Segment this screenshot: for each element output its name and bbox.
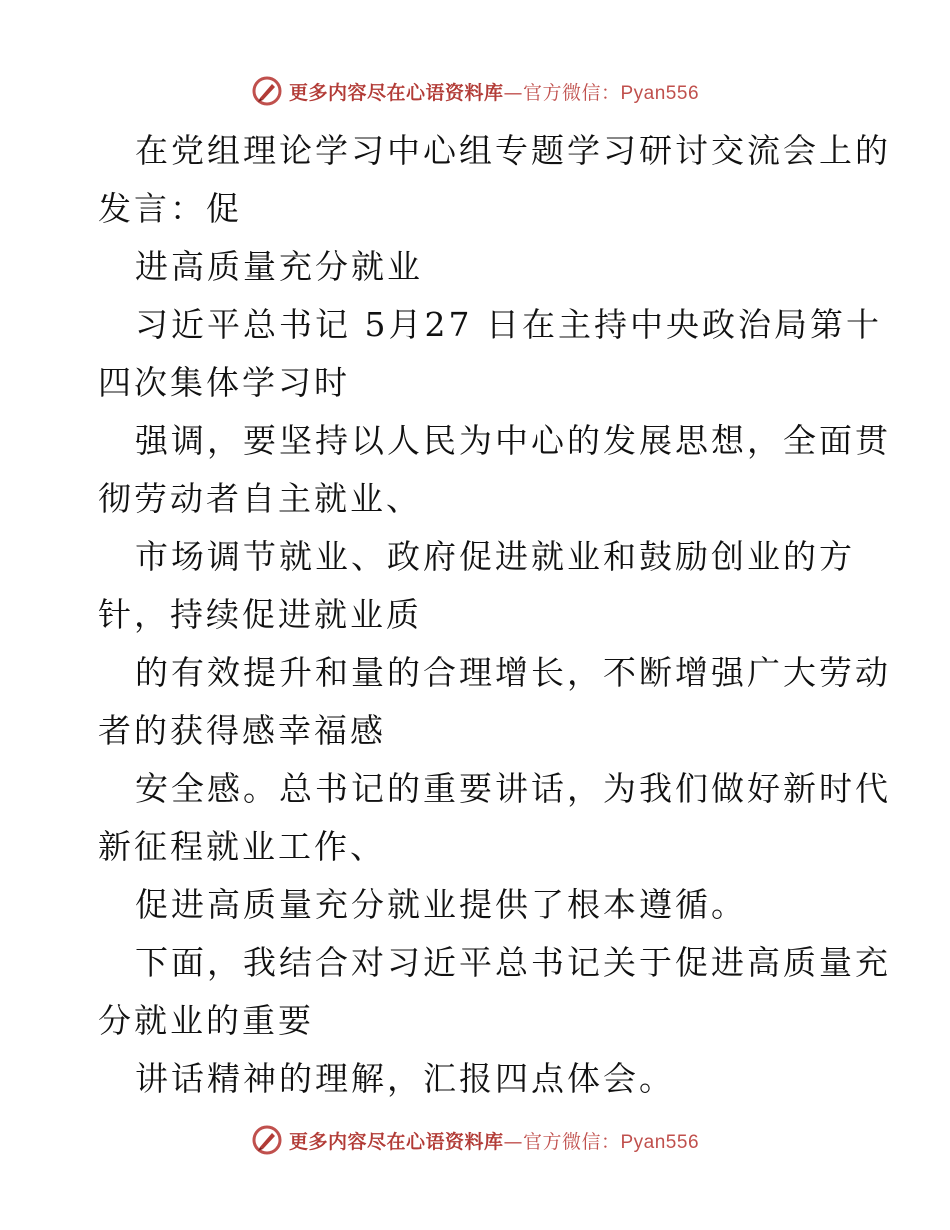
footer-banner-text [289, 1127, 699, 1154]
header-dash: — [503, 81, 523, 104]
footer-wechat-id: Pyan556 [620, 1131, 700, 1153]
text-line: 者的获得感幸福感 [98, 711, 386, 750]
header-wechat-label: 官方微信： [522, 81, 621, 104]
text-line: 新征程就业工作、 [98, 827, 386, 866]
footer-dash: — [503, 1130, 523, 1153]
text-line: 分就业的重要 [98, 1001, 314, 1040]
footer-site-text: 更多内容尽在心语资料库 [288, 1130, 504, 1153]
footer-wechat-label: 官方微信： [522, 1130, 621, 1153]
text-line: 的有效提升和量的合理增长，不断增强广大劳动 [135, 653, 891, 692]
text-line: 在党组理论学习中心组专题学习研讨交流会上的 [135, 131, 891, 170]
text-line: 讲话精神的理解，汇报四点体会。 [135, 1059, 675, 1098]
header-banner-text [289, 78, 699, 105]
text-line: 安全感。总书记的重要讲话，为我们做好新时代 [135, 769, 891, 808]
text-line: 四次集体学习时 [98, 363, 350, 402]
text-line: 习近平总书记 5月27 日在主持中央政治局第十 [135, 305, 882, 344]
text-line: 促进高质量充分就业提供了根本遵循。 [135, 885, 747, 924]
pen-logo-icon [251, 75, 283, 107]
text-line: 进高质量充分就业 [135, 247, 423, 286]
document-body [98, 122, 891, 1108]
text-line: 市场调节就业、政府促进就业和鼓励创业的方 [135, 537, 855, 576]
header-banner [0, 71, 950, 111]
footer-banner [0, 1120, 950, 1160]
header-wechat-id: Pyan556 [620, 82, 700, 104]
text-line: 强调，要坚持以人民为中心的发展思想，全面贯 [135, 421, 891, 460]
text-line: 针，持续促进就业质 [98, 595, 422, 634]
header-site-text: 更多内容尽在心语资料库 [288, 81, 504, 104]
text-line: 彻劳动者自主就业、 [98, 479, 422, 518]
text-line: 发言：促 [98, 189, 242, 228]
pen-logo-icon [251, 1124, 283, 1156]
text-line: 下面，我结合对习近平总书记关于促进高质量充 [135, 943, 891, 982]
